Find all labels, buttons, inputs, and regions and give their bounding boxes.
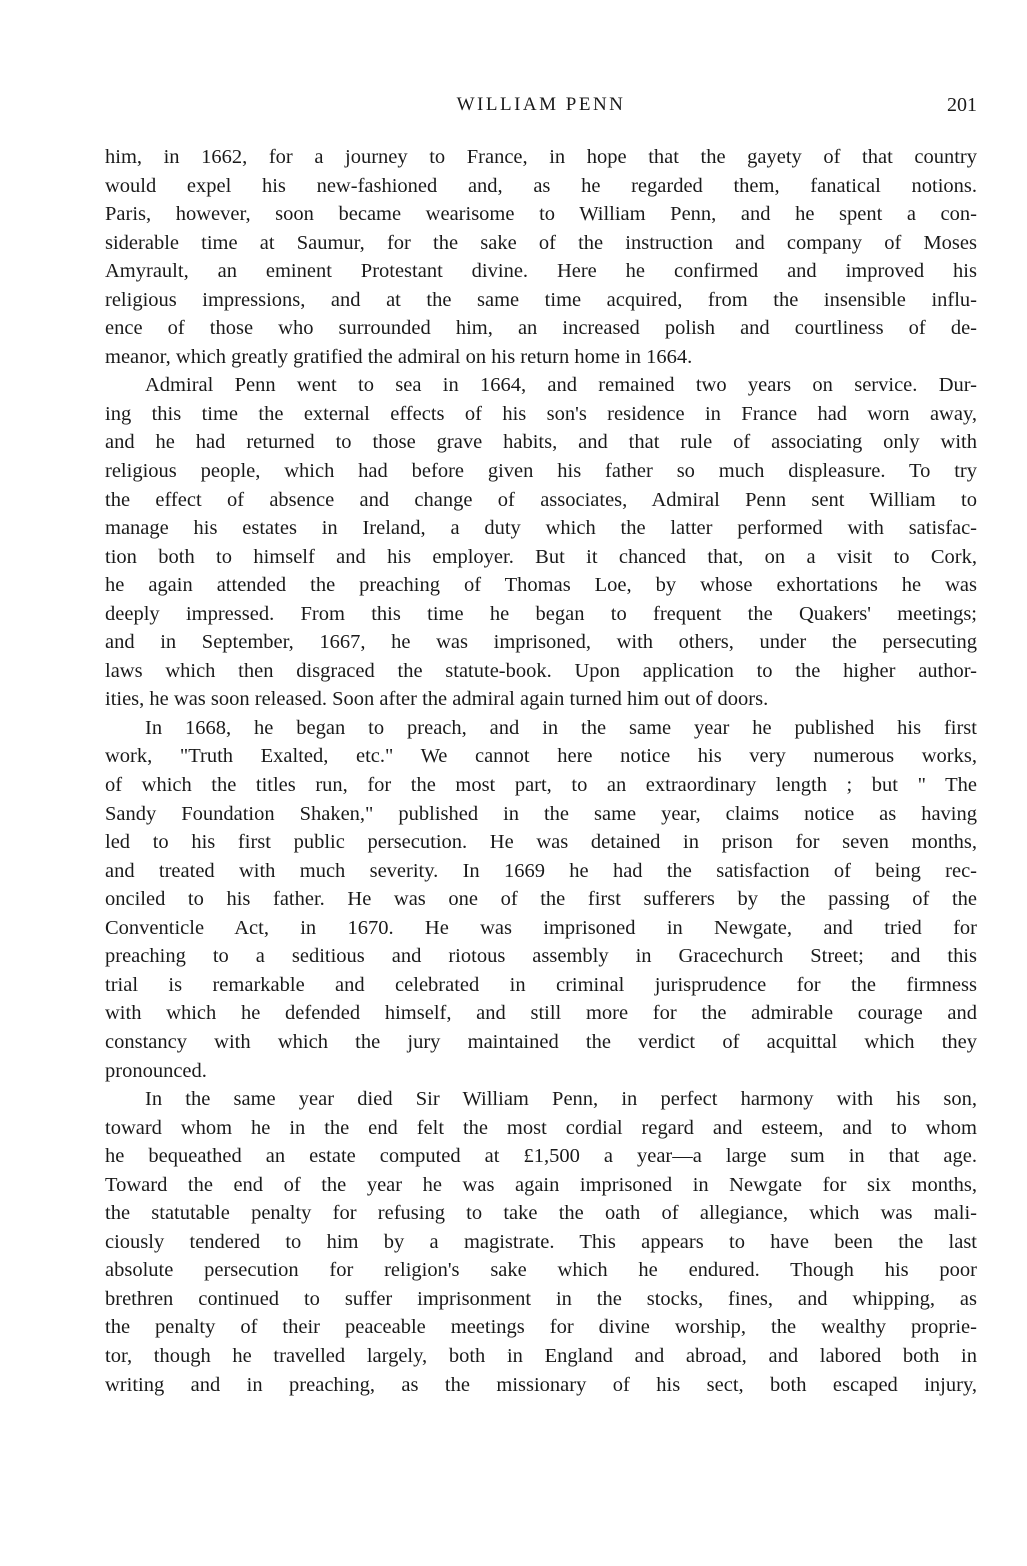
text-line: toward whom he in the end felt the most cordial regard and esteem, and to whom [105,1116,977,1139]
text-line: manage his estates in Ireland, a duty which the latter performed with satisfac- [105,517,977,540]
text-line: ciously tendered to him by a magistrate. This appears to have been the last [105,1230,977,1253]
text-line: siderable time at Saumur, for the sake of the instruction and company of Moses [105,231,977,254]
text-line: he bequeathed an estate computed at £1,500 a year—a large sum in that age. [105,1145,977,1168]
paragraph-start-line: In 1668, he began to preach, and in the same year he published his first [145,716,977,739]
text-line: pronounced. [105,1059,207,1082]
text-line: Sandy Foundation Shaken," published in the same year, claims notice as having [105,802,977,825]
text-line: he again attended the preaching of Thomas Loe, by whose exhortations he was [105,574,977,597]
text-line: the penalty of their peaceable meetings for divine worship, the wealthy proprie- [105,1316,977,1339]
body-text [105,143,977,1399]
text-line: religious impressions, and at the same time acquired, from the insensible influ- [105,288,977,311]
running-head [105,94,977,124]
text-line: laws which then disgraced the statute-book. Upon application to the higher author- [105,659,977,682]
text-line: trial is remarkable and celebrated in criminal jurisprudence for the firmness [105,973,977,996]
text-line: him, in 1662, for a journey to France, in hope that the gayety of that country [105,146,977,168]
text-line: with which he defended himself, and still more for the admirable courage and [105,1002,977,1025]
text-line: Conventicle Act, in 1670. He was imprisoned in Newgate, and tried for [105,916,977,939]
running-title: WILLIAM PENN [456,94,626,115]
paragraph-start-line: In the same year died Sir William Penn, in perfect harmony with his son, [145,1088,977,1111]
text-line: Amyrault, an eminent Protestant divine. Here he confirmed and improved his [105,260,977,283]
text-line: brethren continued to suffer imprisonment in the stocks, fines, and whipping, as [105,1287,977,1310]
text-line: led to his first public persecution. He was detained in prison for seven months, [105,831,977,854]
text-line: ing this time the external effects of his son's residence in France had worn away, [105,402,977,425]
text-line: Toward the end of the year he was again imprisoned in Newgate for six months, [105,1173,977,1196]
text-line: onciled to his father. He was one of the first sufferers by the passing of the [105,888,977,911]
text-line: would expel his new-fashioned and, as he regarded them, fanatical notions. [105,174,977,197]
text-line: preaching to a seditious and riotous assembly in Gracechurch Street; and this [105,945,977,968]
text-line: work, "Truth Exalted, etc." We cannot here notice his very numerous works, [105,745,977,768]
text-line: deeply impressed. From this time he began to frequent the Quakers' meetings; [105,602,977,625]
text-line: the effect of absence and change of associates, Admiral Penn sent William to [105,488,977,511]
text-line: meanor, which greatly gratified the admiral on his return home in 1664. [105,345,693,368]
text-line: religious people, which had before given his father so much displeasure. To try [105,460,977,483]
text-line: ities, he was soon released. Soon after the admiral again turned him out of doors. [105,688,769,711]
text-line: constancy with which the jury maintained the verdict of acquittal which they [105,1030,977,1053]
page-number: 201 [947,94,977,116]
text-line: absolute persecution for religion's sake which he endured. Though his poor [105,1259,977,1282]
paragraph-start-line: Admiral Penn went to sea in 1664, and remained two years on service. Dur- [145,374,977,397]
text-line: writing and in preaching, as the missionary of his sect, both escaped injury, [105,1373,977,1396]
text-line: tion both to himself and his employer. But it chanced that, on a visit to Cork, [105,545,977,568]
text-line: Paris, however, soon became wearisome to William Penn, and he spent a con- [105,203,977,226]
text-line: ence of those who surrounded him, an increased polish and courtliness of de- [105,317,977,340]
text-line: tor, though he travelled largely, both in England and abroad, and labored both in [105,1344,977,1367]
text-line: and in September, 1667, he was imprisoned, with others, under the persecuting [105,631,977,654]
text-line: of which the titles run, for the most part, to an extraordinary length ; but " The [105,774,977,797]
text-line: the statutable penalty for refusing to take the oath of allegiance, which was mali- [105,1202,977,1225]
text-line: and treated with much severity. In 1669 he had the satisfaction of being rec- [105,859,977,882]
text-line: and he had returned to those grave habits, and that rule of associating only with [105,431,977,454]
